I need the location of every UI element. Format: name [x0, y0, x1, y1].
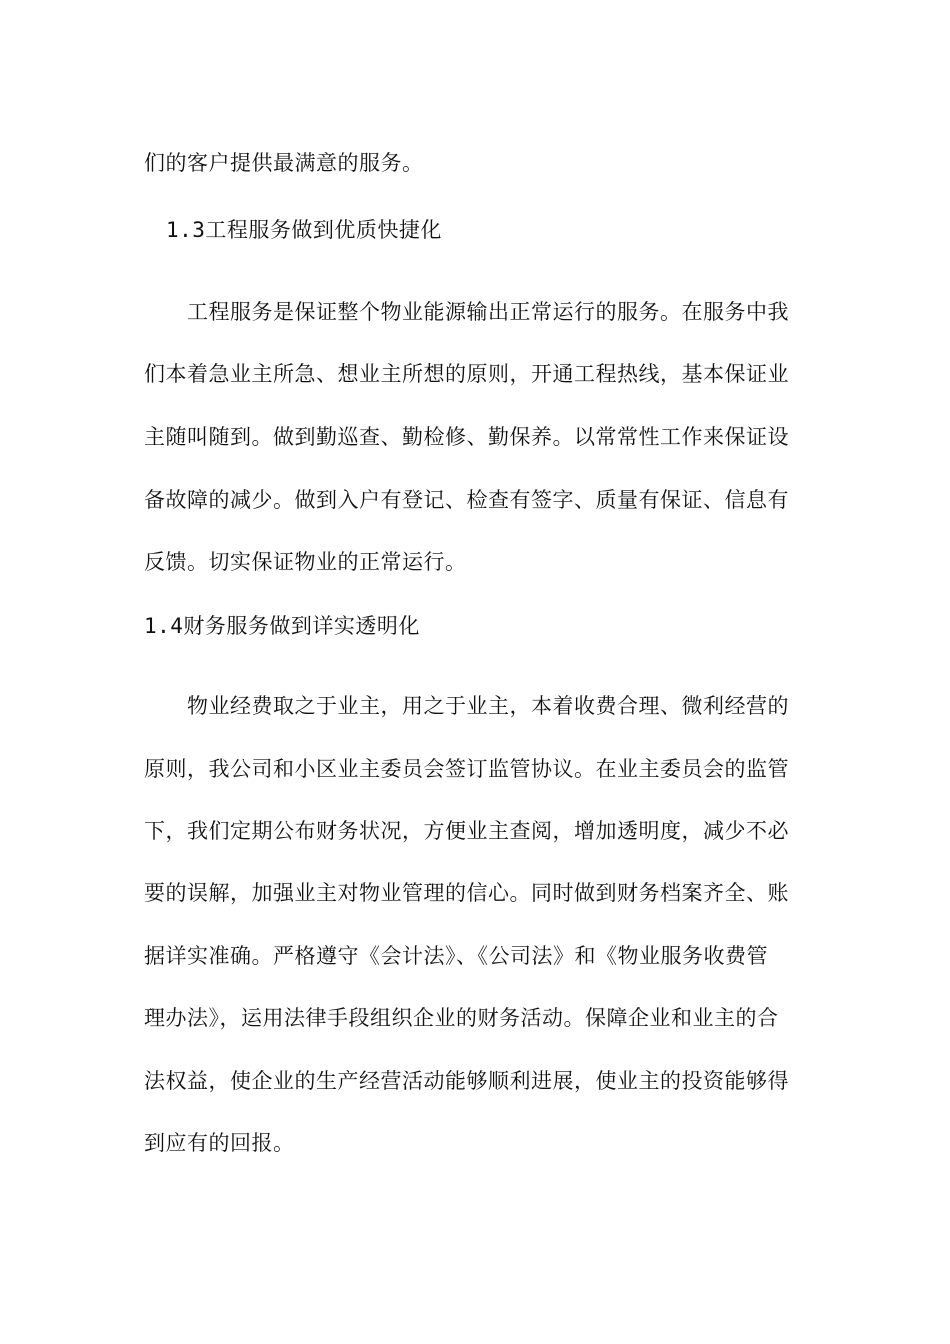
paragraph-line: 理办法》，运用法律手段组织企业的财务活动。保障企业和业主的合 — [144, 1006, 779, 1030]
section-heading-1-4: 1.4财务服务做到详实透明化 — [144, 614, 420, 638]
paragraph-line: 主随叫随到。做到勤巡查、勤检修、勤保养。以常常性工作来保证设 — [144, 425, 789, 449]
paragraph-line: 据详实准确。严格遵守《会计法》、《公司法》和《物业服务收费管 — [144, 944, 768, 968]
paragraph-line: 物业经费取之于业主，用之于业主，本着收费合理、微利经营的 — [187, 694, 789, 718]
paragraph-line: 原则，我公司和小区业主委员会签订监管协议。在业主委员会的监管 — [144, 757, 789, 781]
paragraph-line: 到应有的回报。 — [144, 1131, 295, 1155]
paragraph-line: 要的误解，加强业主对物业管理的信心。同时做到财务档案齐全、账 — [144, 881, 789, 905]
paragraph-line: 们的客户提供最满意的服务。 — [144, 151, 424, 175]
paragraph-line: 法权益，使企业的生产经营活动能够顺利进展，使业主的投资能够得 — [144, 1069, 789, 1093]
paragraph-line: 们本着急业主所急、想业主所想的原则，开通工程热线，基本保证业 — [144, 362, 789, 386]
paragraph-line: 工程服务是保证整个物业能源输出正常运行的服务。在服务中我 — [187, 300, 789, 324]
paragraph-line: 反馈。切实保证物业的正常运行。 — [144, 550, 467, 574]
section-heading-1-3: 1.3工程服务做到优质快捷化 — [166, 218, 442, 242]
paragraph-line: 备故障的减少。做到入户有登记、检查有签字、质量有保证、信息有 — [144, 488, 789, 512]
paragraph-line: 下，我们定期公布财务状况，方便业主查阅，增加透明度，减少不必 — [144, 819, 789, 843]
